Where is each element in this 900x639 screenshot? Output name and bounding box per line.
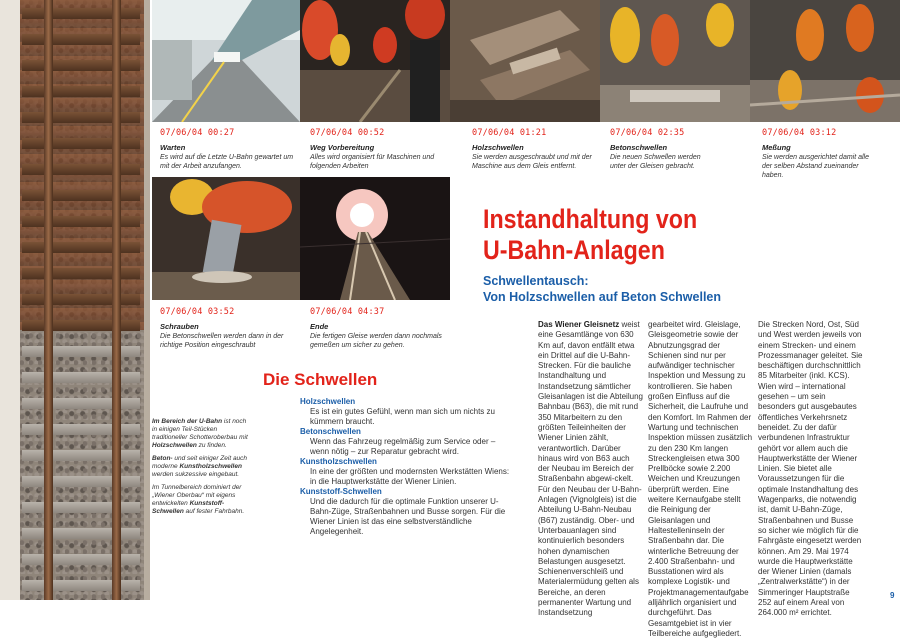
caption-text: Die fertigen Gleise werden dann nochmals gemeßen um sicher zu gehen. bbox=[310, 333, 442, 349]
track-sleeper bbox=[22, 372, 140, 383]
column-text: gearbeitet wird. Gleislage, Gleisgeometrie sowie der Abnutzungsgrad der Schienen sind nur per aufwändiger technischer Inspektion und Messung zu kontrollieren. Sie haben großen Einfluss auf die Sicherheit, die Laufruhe und den Komfort. Im Rahmen der Wartung und technischen Inspektion müssen zusätzlich zu den 230 Km langen Streckengleisen etwa 300 Prellböcke sowie 2.200 Weichen und Kreuzungen überprüft werden. Eine weitere Kernaufgabe stellt die Reinigung der Gleisanlagen und Haltestelleninseln der Straßenbahn dar. Die winterliche Betreuung der 2.400 Straßenbahn- und Busstationen wird als komplexe Logistik- und Projektmanagementaufgabe alljährlich organisiert und durchgeführt. Das Gesamtgebiet ist in vier Teilbereiche aufgegliedert. bbox=[648, 320, 753, 638]
definition-desc: Es ist ein gutes Gefühl, wenn man sich um nichts zu kümmern braucht. bbox=[310, 407, 495, 426]
section-title: Die Schwellen bbox=[263, 370, 378, 389]
definition-desc: In eine der größten und modernsten Werkstätten Wiens: in die Hauptwerkstätte der Wiener Linien. bbox=[310, 467, 510, 486]
track-sleeper bbox=[22, 8, 140, 19]
note-bold: Kunststoff-Schwellen bbox=[152, 500, 225, 515]
timestamp: 07/06/04 03:12 bbox=[762, 128, 837, 138]
track-sleeper bbox=[22, 216, 140, 227]
photo-weg-vorbereitung bbox=[300, 0, 450, 122]
track-sleeper bbox=[22, 164, 140, 175]
timestamp: 07/06/04 02:35 bbox=[610, 128, 685, 138]
caption-text: Die Betonschwellen werden dann in der richtige Position eingeschraubt bbox=[160, 333, 284, 349]
caption-title: Warten bbox=[160, 143, 186, 152]
column-lead: Das Wiener Gleisnetz bbox=[538, 320, 620, 329]
caption-title: Betonschwellen bbox=[610, 143, 668, 152]
note-text: zu finden. bbox=[198, 442, 227, 449]
note-lead: Beton- bbox=[152, 455, 173, 462]
page-number: 9 bbox=[890, 591, 895, 600]
subtitle-line: Schwellentausch: bbox=[483, 274, 589, 288]
track-sleeper bbox=[22, 528, 140, 539]
page-title bbox=[483, 204, 767, 266]
track-sleeper bbox=[22, 60, 140, 71]
timestamp: 07/06/04 00:52 bbox=[310, 128, 385, 138]
photo-betonschwellen bbox=[600, 0, 750, 122]
column-text: Die Strecken Nord, Ost, Süd und West werden jeweils von einem Strecken- und einem Prozessmanager geleitet. Sie beschäftigen durchschnittlich 85 Mitarbeiter (inkl. KCS). Wien wird – international gesehen – um sein besonders gut ausgebautes öffentliches Verkehrsnetz beneidet. Zu der dafür verbundenen Infrastruktur gehört vor allem auch die Hauptwerkstätte der Wiener Linien. Sie bietet alle Voraussetzungen für die optimale Instandhaltung des Wagenparks, die notwendig ist, damit U-Bahn-Züge, Straßenbahnen und Busse so sicher wie möglich für die Fahrgäste eingesetzt werden können. Am 29. Mai 1974 wurde die Hauptwerkstätte der Wiener Linien (damals „Zentralwerkstätte“) in der Simmeringer Hauptstraße 252 auf einem Areal von 264.000 m² errichtet. bbox=[758, 320, 863, 618]
caption-text: Es wird auf die Letzte U-Bahn gewartet um mit der Arbeit anzufangen. bbox=[160, 154, 294, 170]
caption-title: Schrauben bbox=[160, 322, 199, 331]
column-text: weist eine Gesamtlänge von 630 Km auf, davon entfällt etwa ein Drittel auf die U-Bahn-Strecken. Für die bauliche Instandhaltung und Instandsetzung sämtlicher Gleisanlagen ist die Abteilung Bahnbau (B63), die mit rund 350 Mitarbeitern zu den größten Teileinheiten der Wiener Linien zählt, verantwortlich. Darüber hinaus wird von B63 auch der Neubau im Bereich der Straßenbahn abgewi-ckelt. Für den Neubau der U-Bahn-Anlagen (Vignolgleis) ist die Abteilung U-Bahn-Neubau (B67) zuständig. Ober- und Unterbauanlagen sind kontinuierlich besonders hohen dynamischen Belastungen ausgesetzt. Schienenverschleiß und Materialermüdung gelten als Bereiche, an deren permanenter Wartung und Instandsetzung bbox=[538, 320, 643, 618]
note-text: ist noch in einigen Teil-Stücken traditioneller Schotteroberbau mit bbox=[152, 418, 248, 441]
caption-title: Ende bbox=[310, 322, 329, 331]
caption-text: Alles wird organisiert für Maschinen und folgenden Arbeiten bbox=[310, 154, 435, 170]
track-sleeper bbox=[22, 86, 140, 97]
photo-ende bbox=[300, 177, 450, 300]
track-sleeper bbox=[22, 580, 140, 591]
caption-text: Die neuen Schwellen werden unter der Gleisen gebracht. bbox=[610, 154, 701, 170]
note-lead: Im Bereich der U-Bahn bbox=[152, 418, 223, 425]
track-sleeper bbox=[22, 476, 140, 487]
article-column-2 bbox=[648, 320, 753, 639]
photo-messung bbox=[750, 0, 900, 122]
caption-title: Holzschwellen bbox=[472, 143, 524, 152]
track-sleeper bbox=[22, 502, 140, 513]
track-sleeper bbox=[22, 34, 140, 45]
definition-list bbox=[300, 397, 515, 537]
caption-text: Sie werden ausgeschraubt und mit der Maschine aus dem Gleis entfernt. bbox=[472, 154, 592, 170]
photo-holzschwellen bbox=[450, 0, 600, 122]
note-text: Im Tunnelbereich dominiert der „Wiener Oberbau“ mit eigens entwickelten bbox=[152, 484, 242, 507]
caption-title: Meßung bbox=[762, 143, 791, 152]
definition-desc: Wenn das Fahrzeug regelmäßig zum Service oder – wenn nötig – zur Reparatur gebracht wird. bbox=[310, 437, 496, 456]
timestamp: 07/06/04 04:37 bbox=[310, 307, 385, 317]
timestamp: 07/06/04 00:27 bbox=[160, 128, 235, 138]
track-sleeper bbox=[22, 138, 140, 149]
track-sleeper bbox=[22, 112, 140, 123]
caption-text: Sie werden ausgerichtet damit alle der selben Abstand zueinander haben. bbox=[762, 154, 870, 179]
track-sleeper bbox=[22, 398, 140, 409]
timestamp: 07/06/04 03:52 bbox=[160, 307, 235, 317]
caption-title: Weg Vorbereitung bbox=[310, 143, 375, 152]
track-sleeper bbox=[22, 242, 140, 253]
subtitle-line: Von Holzschwellen auf Beton Schwellen bbox=[483, 290, 722, 304]
track-sleeper bbox=[22, 294, 140, 305]
track-sleeper bbox=[22, 554, 140, 565]
track-sleeper bbox=[22, 268, 140, 279]
definition-term: Kunststoff-Schwellen bbox=[300, 487, 382, 496]
definition-term: Kunstholzschwellen bbox=[300, 457, 377, 466]
article-column-3 bbox=[758, 320, 863, 619]
note-bold: Holzschwellen bbox=[152, 442, 197, 449]
title-line: Instandhaltung von bbox=[483, 204, 698, 234]
photo-schrauben bbox=[152, 177, 300, 300]
definition-term: Holzschwellen bbox=[300, 397, 356, 406]
note-text: werden sukzessive eingebaut. bbox=[152, 471, 240, 478]
track-sleeper bbox=[22, 320, 140, 331]
track-strip-image bbox=[0, 0, 150, 600]
definition-desc: Und die dadurch für die optimale Funktion unserer U-Bahn-Züge, Straßenbahnen und Busse sorgen. Für die Wiener Linien ist das eine selbstverständliche Angelegenheit. bbox=[310, 497, 506, 536]
track-sleeper bbox=[22, 346, 140, 357]
track-sleeper bbox=[22, 190, 140, 201]
title-line: U-Bahn-Anlagen bbox=[483, 235, 665, 265]
definition-term: Betonschwellen bbox=[300, 427, 361, 436]
track-sleeper bbox=[22, 450, 140, 461]
note-text: und seit einiger Zeit auch moderne bbox=[152, 455, 248, 470]
article-column-1 bbox=[538, 320, 643, 619]
note-text: auf fester Fahrbahn. bbox=[185, 508, 245, 515]
sidebar-note bbox=[152, 418, 252, 521]
note-bold: Kunstholzschwellen bbox=[179, 463, 242, 470]
photo-warten bbox=[152, 0, 300, 122]
track-sleeper bbox=[22, 424, 140, 435]
subtitle bbox=[483, 273, 883, 305]
timestamp: 07/06/04 01:21 bbox=[472, 128, 547, 138]
